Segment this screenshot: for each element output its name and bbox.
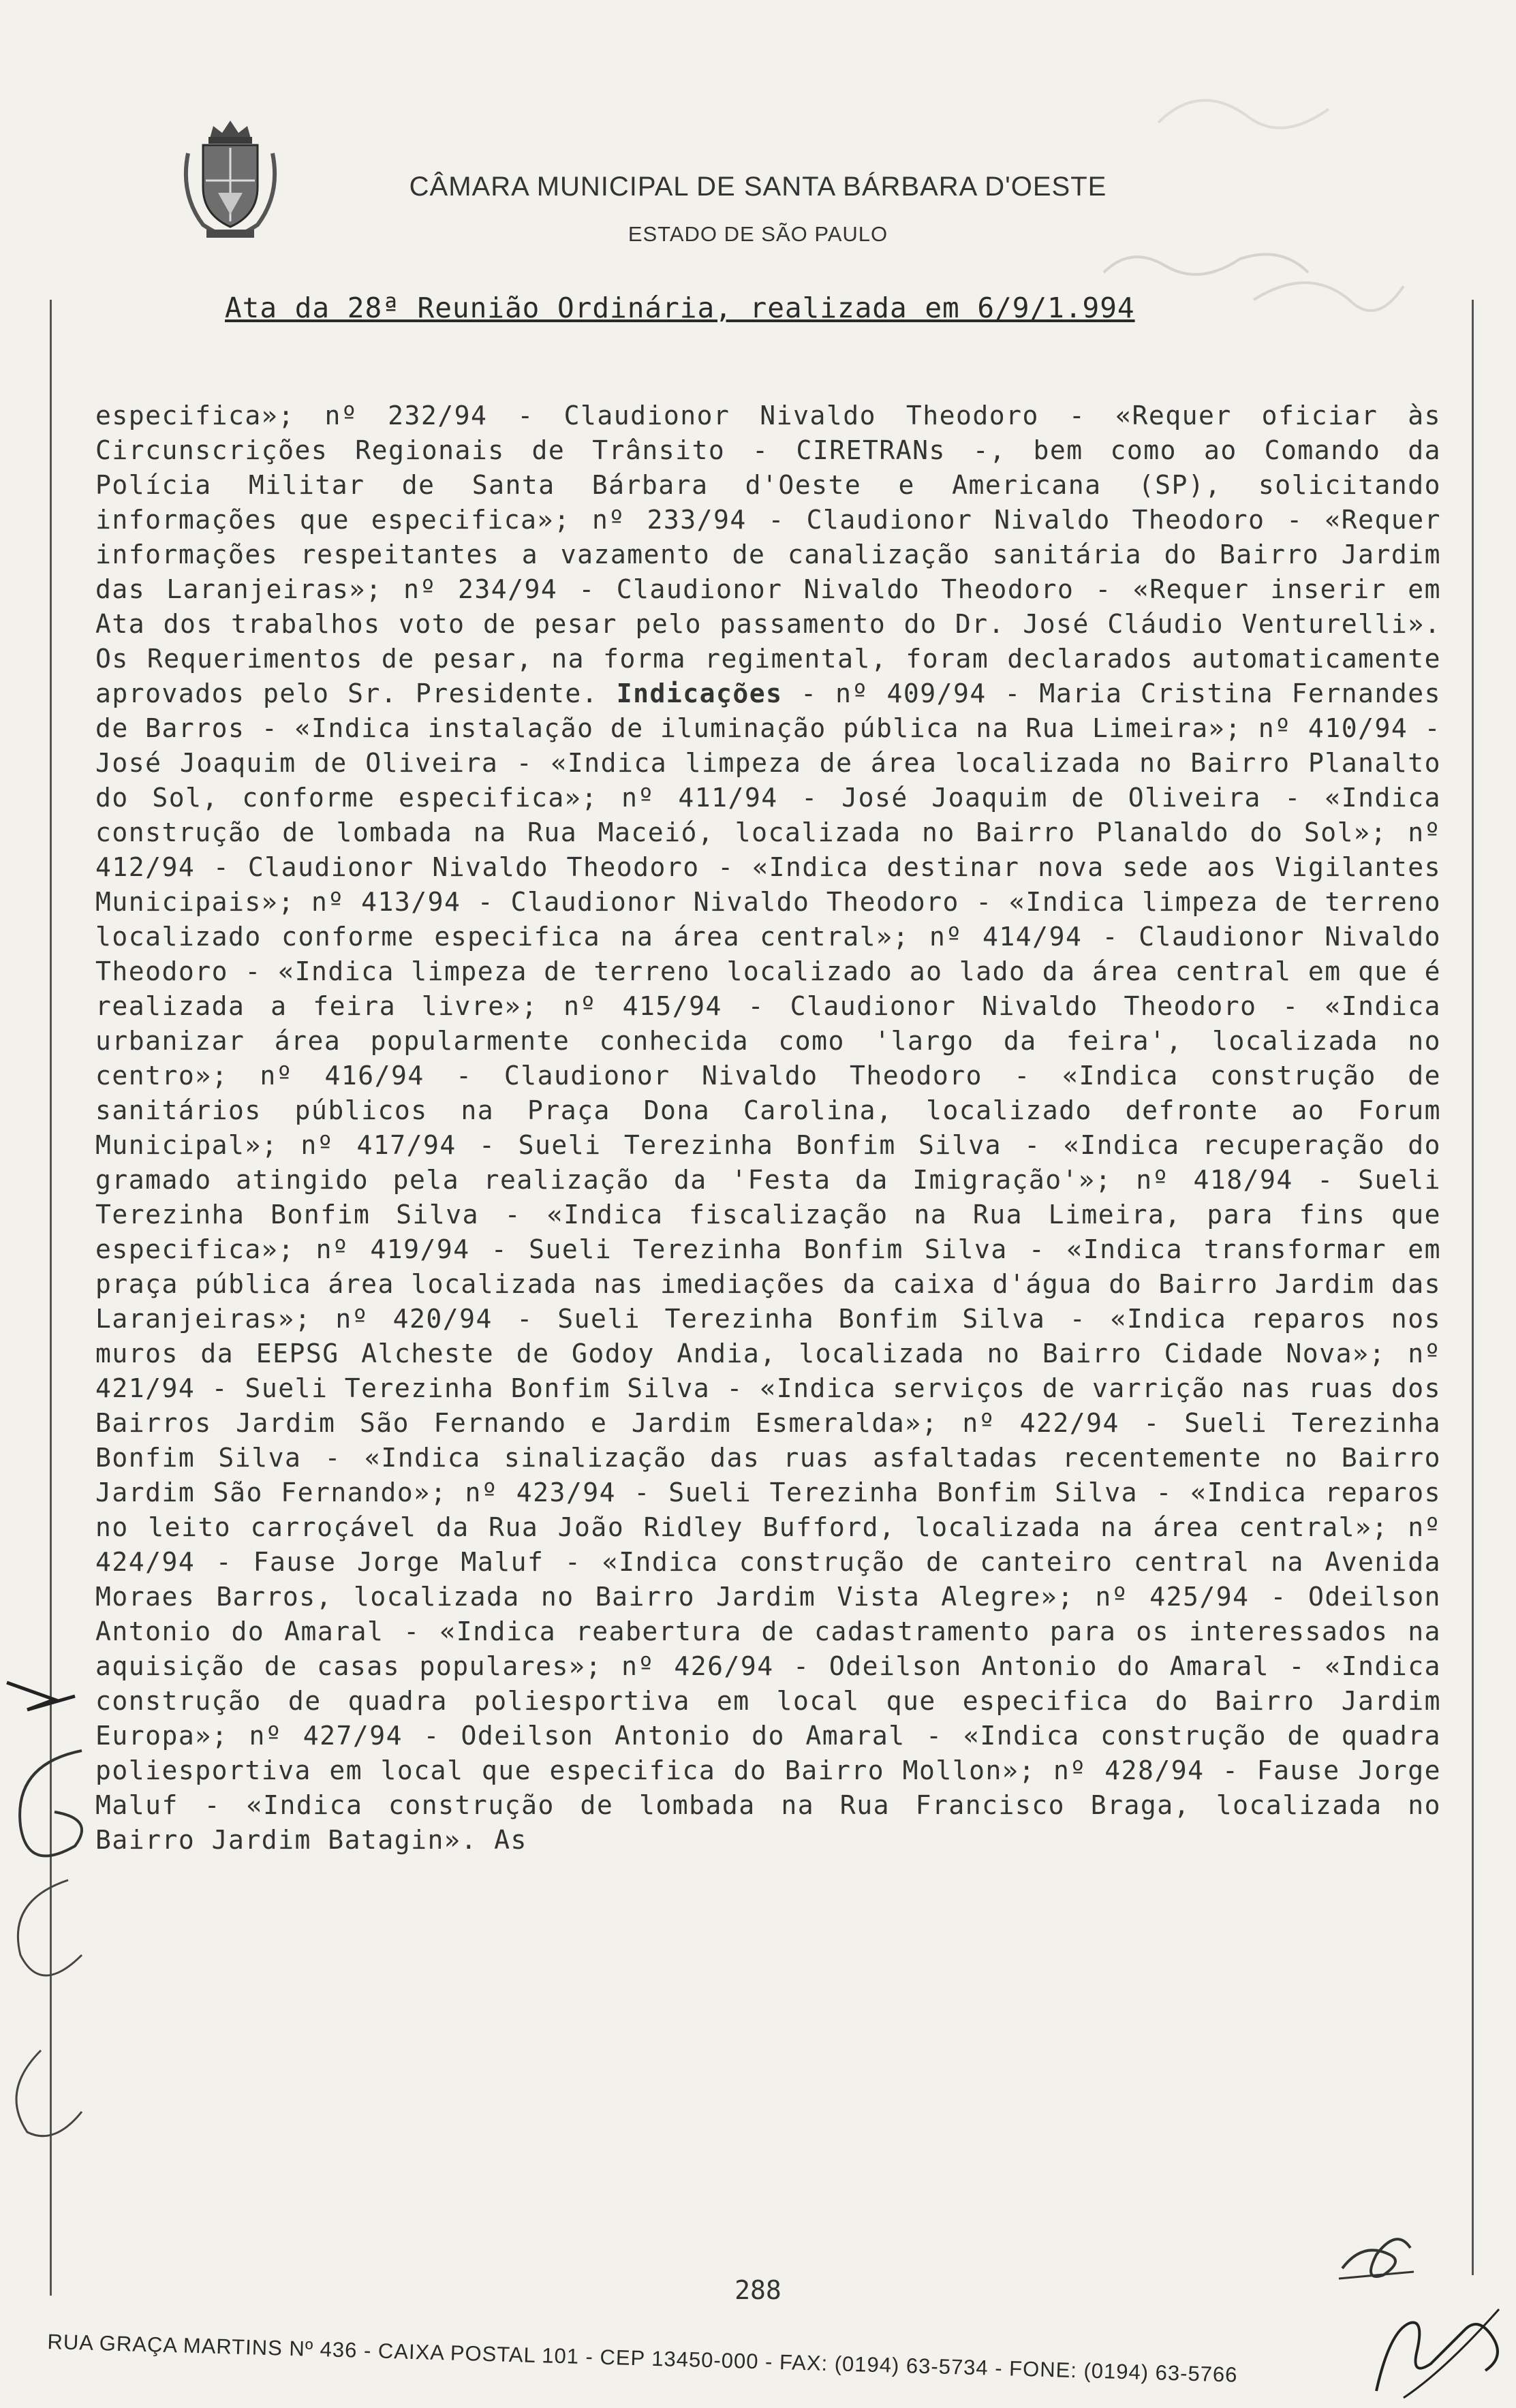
- page-number: 288: [734, 2275, 782, 2305]
- signature-bottom-right: [1363, 2289, 1513, 2405]
- indicacoes-text: - nº 409/94 - Maria Cristina Fernandes de Barros - «Indica instalação de iluminação pública na Rua Limeira»; nº 410/94 - José Joaquim de Oliveira - «Indica limpeza de área localizada no Bairro Planalto do Sol, conforme especifica»; nº 411/94 - José Joaquim de Oliveira - «Indica construção de lombada na Rua Maceió, localizada no Bairro Planaldo do Sol»; nº 412/94 - Claudionor Nivaldo Theodoro - «Indica destinar nova sede aos Vigilantes Municipais»; nº 413/94 - Claudionor Nivaldo Theodoro - «Indica limpeza de terreno localizado conforme especifica na área central»; nº 414/94 - Claudionor Nivaldo Theodoro - «Indica limpeza de terreno localizado ao lado da área central em que é realizada a feira livre»; nº 415/94 - Claudionor Nivaldo Theodoro - «Indica urbanizar área popularmente conhecida como 'largo da feira', localizada no centro»; nº 416/94 - Claudionor Nivaldo Theodoro - «Indica construção de sanitários públicos na Praça Dona Carolina, localizado defronte ao Forum Municipal»; nº 417/94 - Sueli Terezinha Bonfim Silva - «Indica recuperação do gramado atingido pela realização da 'Festa da Imigração'»; nº 418/94 - Sueli Terezinha Bonfim Silva - «Indica fiscalização na Rua Limeira, para fins que especifica»; nº 419/94 - Sueli Terezinha Bonfim Silva - «Indica transformar em praça pública área localizada nas imediações da caixa d'água do Bairro Jardim das Laranjeiras»; nº 420/94 - Sueli Terezinha Bonfim Silva - «Indica reparos nos muros da EEPSG Alcheste de Godoy Andia, localizada no Bairro Cidade Nova»; nº 421/94 - Sueli Terezinha Bonfim Silva - «Indica serviços de varrição nas ruas dos Bairros Jardim São Fernando e Jardim Esmeralda»; nº 422/94 - Sueli Terezinha Bonfim Silva - «Indica sinalização das ruas asfaltadas recentemente no Bairro Jardim São Fernando»; nº 423/94 - Sueli Terezinha Bonfim Silva - «Indica reparos no leito carroçável da Rua João Ridley Bufford, localizada na área central»; nº 424/94 - Fause Jorge Maluf - «Indica construção de canteiro central na Avenida Moraes Barros, localizada no Bairro Jardim Vista Alegre»; nº 425/94 - Odeilson Antonio do Amaral - «Indica reabertura de cadastramento para os interessados na aquisição de casas populares»; nº 426/94 - Odeilson Antonio do Amaral - «Indica construção de quadra poliesportiva em local que especifica do Bairro Jardim Europa»; nº 427/94 - Odeilson Antonio do Amaral - «Indica construção de quadra poliesportiva em local que especifica do Bairro Mollon»; nº 428/94 - Fause Jorge Maluf - «Indica construção de lombada na Rua Francisco Braga, localizada no Bairro Jardim Batagin». As: [95, 678, 1442, 1855]
- margin-signature-left: [0, 1669, 102, 2159]
- right-margin-line: [1472, 300, 1474, 2275]
- footer-address: RUA GRAÇA MARTINS Nº 436 - CAIXA POSTAL 101 - CEP 13450-000 - FAX: (0194) 63-5734 - FONE: (0194) 63-5766: [47, 2330, 1238, 2387]
- minutes-body: [95, 398, 1441, 1858]
- institution-name: CÂMARA MUNICIPAL DE SANTA BÁRBARA D'OESTE: [409, 172, 1107, 202]
- document-title: Ata da 28ª Reunião Ordinária, realizada em 6/9/1.994: [225, 292, 1135, 324]
- indicacoes-label: Indicações: [616, 678, 783, 708]
- state-name: ESTADO DE SÃO PAULO: [628, 222, 888, 246]
- faint-signature-top: [1022, 41, 1431, 395]
- requerimentos-text: especifica»; nº 232/94 - Claudionor Nivaldo Theodoro - «Requer oficiar às Circunscrições Regionais de Trânsito - CIRETRANs -, bem como ao Comando da Polícia Militar de Santa Bárbara d'Oeste e Americana (SP), solicitando informações que especifica»; nº 233/94 - Claudionor Nivaldo Theodoro - «Requer informações respeitantes a vazamento de canalização sanitária do Bairro Jardim das Laranjeiras»; nº 234/94 - Claudionor Nivaldo Theodoro - «Requer inserir em Ata dos trabalhos voto de pesar pelo passamento do Dr. José Cláudio Venturelli». Os Requerimentos de pesar, na forma regimental, foram declarados automaticamente aprovados pelo Sr. Presidente.: [95, 401, 1441, 708]
- initials-signature-bottom: [1335, 2214, 1417, 2289]
